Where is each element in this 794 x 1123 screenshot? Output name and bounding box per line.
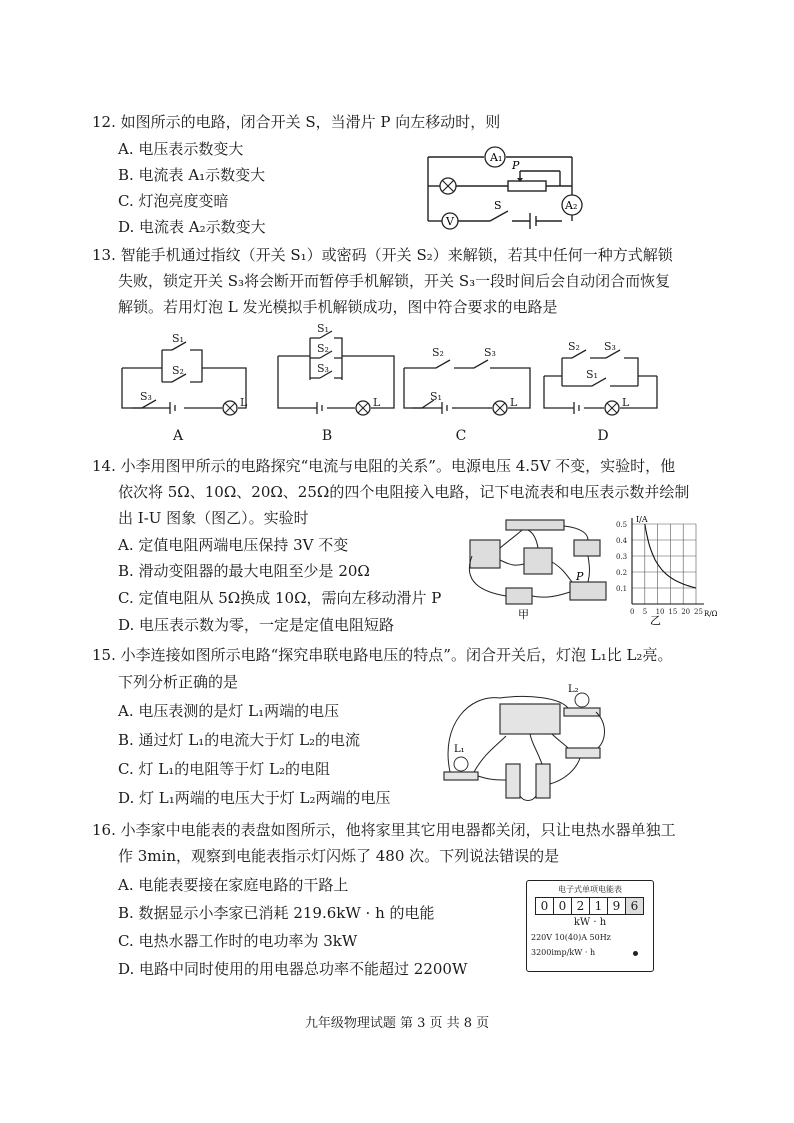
graph-x-axis-label: R/Ω xyxy=(704,610,718,618)
b-l-label: L xyxy=(373,396,381,409)
graph-y-tick: 0.1 xyxy=(616,585,628,593)
graph-x-tick: 5 xyxy=(642,608,648,616)
label-a2: A₂ xyxy=(565,199,578,212)
circuit-a xyxy=(122,342,246,415)
label-s: S xyxy=(494,199,502,212)
q15-stem-line2: 下列分析正确的是 xyxy=(118,673,239,691)
q13-stem-line2: 失败，锁定开关 S₃将会断开而暂停手机解锁，开关 S₃一段时间后会自动闭合而恢复 xyxy=(118,272,671,290)
label-a1: A₁ xyxy=(490,151,503,164)
lamp-l1-icon xyxy=(454,757,468,771)
lamp-l1-base-icon xyxy=(444,772,478,780)
meter-digit-display xyxy=(535,897,644,915)
q14-option-d: D. 电压表示数为零，一定是定值电阻短路 xyxy=(118,616,395,634)
meter-constant: 3200imp/kW · h xyxy=(531,948,596,957)
b-s3-label: S₃ xyxy=(317,362,329,375)
q15-option-c: C. 灯 L₁的电阻等于灯 L₂的电阻 xyxy=(118,760,330,778)
label-p: P xyxy=(512,159,520,172)
meter-digit: 9 xyxy=(608,898,626,914)
q12-option-a: A. 电压表示数变大 xyxy=(118,140,244,158)
meter-unit: kW · h xyxy=(573,917,607,928)
circuit-d xyxy=(544,350,657,415)
q15-circuit-figure xyxy=(440,684,610,812)
page-footer: 九年级物理试题 第 3 页 共 8 页 xyxy=(304,1016,490,1031)
l1-label: L₁ xyxy=(454,744,465,755)
meter-digit: 2 xyxy=(572,898,590,914)
q14-apparatus-figure-jia xyxy=(462,512,612,622)
q16-option-b: B. 数据显示小李家已消耗 219.6kW · h 的电能 xyxy=(118,904,435,922)
circuit-label-d: D xyxy=(597,428,609,444)
switch-icon xyxy=(566,748,600,758)
q12-stem: 12. 如图所示的电路，闭合开关 S，当滑片 P 向左移动时，则 xyxy=(92,113,501,131)
a-s1-label: S₁ xyxy=(172,332,184,345)
a-s3-label: S₃ xyxy=(140,390,152,403)
q16-stem-line1: 16. 小李家中电能表的表盘如图所示，他将家里其它用电器都关闭，只让电热水器单独工 xyxy=(92,821,676,839)
meter-indicator-light-icon xyxy=(633,951,638,956)
q15-option-b: B. 通过灯 L₁的电流大于灯 L₂的电流 xyxy=(118,731,361,749)
battery-icon xyxy=(506,588,532,604)
label-v: V xyxy=(446,215,454,228)
circuit-label-b: B xyxy=(321,428,333,444)
q14-option-b: B. 滑动变阻器的最大电阻至少是 20Ω xyxy=(118,562,370,580)
b-s2-label: S₂ xyxy=(317,342,329,355)
meter-digit: 6 xyxy=(626,898,643,914)
q15-option-a: A. 电压表测的是灯 L₁两端的电压 xyxy=(118,702,340,720)
jia-label: 甲 xyxy=(518,608,529,621)
c-s2-label: S₂ xyxy=(432,346,444,359)
q14-graph-yi xyxy=(612,512,722,628)
c-s1-label: S₁ xyxy=(430,390,442,403)
circuit-label-a: A xyxy=(172,428,184,444)
graph-x-tick: 15 xyxy=(668,608,678,616)
q14-option-a: A. 定值电阻两端电压保持 3V 不变 xyxy=(118,536,349,554)
a-l-label: L xyxy=(240,396,248,409)
d-s3-label: S₃ xyxy=(604,340,616,353)
graph-y-tick: 0.4 xyxy=(616,537,628,545)
voltmeter-icon xyxy=(500,704,560,734)
resistor-box-icon xyxy=(506,520,564,530)
graph-x-tick: 20 xyxy=(681,608,691,616)
graph-x-tick: 25 xyxy=(694,608,703,616)
q12-option-d: D. 电流表 A₂示数变大 xyxy=(118,218,266,236)
lamp-l2-icon xyxy=(575,693,589,707)
q14-option-c: C. 定值电阻从 5Ω换成 10Ω，需向左移动滑片 P xyxy=(118,589,442,607)
graph-x-tick: 10 xyxy=(655,608,665,616)
q15-option-d: D. 灯 L₁两端的电压大于灯 L₂两端的电压 xyxy=(118,789,391,807)
graph-y-tick: 0.2 xyxy=(616,569,628,577)
b-s1-label: S₁ xyxy=(317,322,329,335)
meter-digit: 0 xyxy=(554,898,572,914)
q14-stem-line3: 出 I-U 图象（图乙）。实验时 xyxy=(118,509,309,527)
meter-title: 电子式单项电能表 xyxy=(558,885,622,894)
voltmeter-icon xyxy=(524,548,552,574)
yi-label: 乙 xyxy=(650,614,661,627)
q12-circuit-figure xyxy=(420,145,590,241)
ammeter-icon xyxy=(470,540,500,568)
graph-y-tick: 0.3 xyxy=(616,553,628,561)
d-s2-label: S₂ xyxy=(568,340,580,353)
meter-digit: 1 xyxy=(590,898,608,914)
q15-stem-line1: 15. 小李连接如图所示电路“探究串联电路电压的特点”。闭合开关后，灯泡 L₁比 L₂亮。 xyxy=(92,646,673,664)
q13-stem-line3: 解锁。若用灯泡 L 发光模拟手机解锁成功，图中符合要求的电路是 xyxy=(118,298,558,316)
c-l-label: L xyxy=(510,396,518,409)
circuit-label-c: C xyxy=(455,428,467,444)
jia-p-label: P xyxy=(576,570,584,583)
graph-y-tick: 0.5 xyxy=(616,521,628,529)
q14-stem-line1: 14. 小李用图甲所示的电路探究“电流与电阻的关系”。电源电压 4.5V 不变，实验时，他 xyxy=(92,457,676,475)
meter-rating: 220V 10(40)A 50Hz xyxy=(531,933,611,942)
q16-option-c: C. 电热水器工作时的电功率为 3kW xyxy=(118,932,358,950)
q14-stem-line2: 依次将 5Ω、10Ω、20Ω、25Ω的四个电阻接入电路，记下电流表和电压表示数并绘制 xyxy=(118,483,690,501)
battery-1-icon xyxy=(506,764,520,798)
meter-digit: 0 xyxy=(536,898,554,914)
graph-y-axis-label: I/A xyxy=(636,515,648,524)
c-s3-label: S₃ xyxy=(484,346,496,359)
l2-label: L₂ xyxy=(568,684,579,695)
d-l-label: L xyxy=(622,396,630,409)
switch-icon xyxy=(574,540,600,556)
lamp-l2-base-icon xyxy=(564,708,600,716)
battery-2-icon xyxy=(536,764,550,798)
q16-option-a: A. 电能表要接在家庭电路的干路上 xyxy=(118,876,349,894)
electricity-meter xyxy=(526,880,654,972)
graph-x-tick: 0 xyxy=(630,608,635,616)
q16-option-d: D. 电路中同时使用的用电器总功率不能超过 2200W xyxy=(118,960,468,978)
q16-stem-line2: 作 3min，观察到电能表指示灯闪烁了 480 次。下列说法错误的是 xyxy=(118,847,560,865)
q12-option-c: C. 灯泡亮度变暗 xyxy=(118,192,229,210)
d-s1-label: S₁ xyxy=(586,368,598,381)
rheostat-icon xyxy=(570,582,606,600)
a-s2-label: S₂ xyxy=(172,364,184,377)
q12-option-b: B. 电流表 A₁示数变大 xyxy=(118,166,266,184)
q13-stem-line1: 13. 智能手机通过指纹（开关 S₁）或密码（开关 S₂）来解锁，若其中任何一种方式解锁 xyxy=(92,246,673,264)
q13-circuits-figure xyxy=(112,320,672,420)
